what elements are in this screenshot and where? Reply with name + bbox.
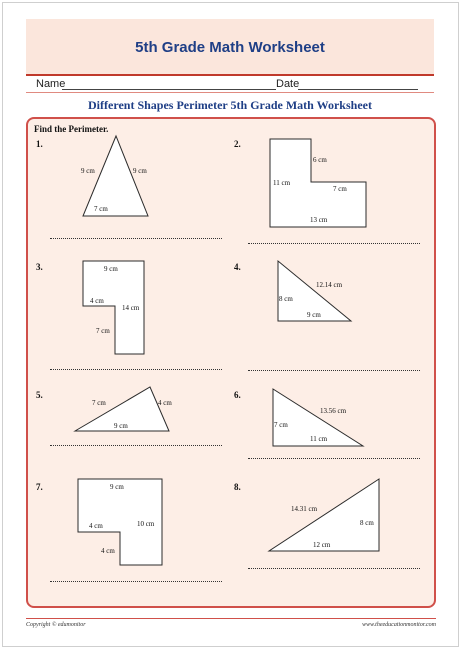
problems-panel: [26, 117, 436, 608]
problem-3-label-lower: 7 cm: [96, 327, 110, 335]
problem-8-label-hyp: 14.31 cm: [291, 505, 318, 513]
problem-8-label-right: 8 cm: [360, 519, 374, 527]
instructions: Find the Perimeter.: [34, 124, 109, 134]
name-label: Name: [36, 78, 66, 90]
problem-3-label-inner: 4 cm: [90, 297, 104, 305]
problem-8-triangle: [28, 119, 434, 606]
problem-2-label-top: 6 cm: [313, 156, 327, 164]
problem-3-label-top: 9 cm: [104, 265, 118, 273]
problem-4-label-left: 8 cm: [279, 295, 293, 303]
problem-3-label-right: 14 cm: [122, 304, 140, 312]
problem-7-label-top: 9 cm: [110, 483, 124, 491]
footer-copyright: Copyright © edumonitor: [26, 622, 86, 628]
problem-2-number: 2.: [234, 139, 241, 149]
problem-7-label-lower: 4 cm: [101, 547, 115, 555]
footer-website[interactable]: www.theeducationmonitor.com: [362, 622, 436, 628]
problem-4-label-base: 9 cm: [307, 311, 321, 319]
problem-5-label-right: 4 cm: [158, 399, 172, 407]
problem-6-label-hyp: 13.56 cm: [320, 407, 347, 415]
problem-2-label-bottom: 13 cm: [310, 216, 328, 224]
problem-6-label-left: 7 cm: [274, 421, 288, 429]
problem-6-label-base: 11 cm: [310, 435, 328, 443]
worksheet-title: 5th Grade Math Worksheet: [135, 39, 325, 56]
header-separator: [26, 92, 434, 93]
problem-1-label-base: 7 cm: [94, 205, 108, 213]
problem-1-label-right: 9 cm: [133, 167, 147, 175]
problem-2-label-mid: 7 cm: [333, 185, 347, 193]
problem-1-label-left: 9 cm: [81, 167, 95, 175]
problem-4-label-hyp: 12.14 cm: [316, 281, 343, 289]
problem-5-label-left: 7 cm: [92, 399, 106, 407]
problem-2-label-left: 11 cm: [273, 179, 291, 187]
footer-separator: [26, 618, 436, 619]
problem-6-number: 6.: [234, 390, 241, 400]
date-field[interactable]: [298, 89, 418, 90]
problem-5-number: 5.: [36, 390, 43, 400]
date-label: Date: [276, 78, 300, 90]
problem-8-number: 8.: [234, 482, 241, 492]
problem-7-label-inner: 4 cm: [89, 522, 103, 530]
problem-1-number: 1.: [36, 139, 43, 149]
problem-7-number: 7.: [36, 482, 43, 492]
name-date-row: [36, 78, 426, 92]
name-field[interactable]: [62, 89, 276, 90]
problem-3-number: 3.: [36, 262, 43, 272]
worksheet-subtitle: Different Shapes Perimeter 5th Grade Math Worksheet: [88, 98, 372, 112]
title-banner: [26, 19, 434, 76]
problem-5-label-base: 9 cm: [114, 422, 128, 430]
problem-7-label-right: 10 cm: [137, 520, 155, 528]
problem-8-answer-line[interactable]: [248, 568, 420, 569]
problem-4-number: 4.: [234, 262, 241, 272]
problem-8-label-base: 12 cm: [313, 541, 331, 549]
